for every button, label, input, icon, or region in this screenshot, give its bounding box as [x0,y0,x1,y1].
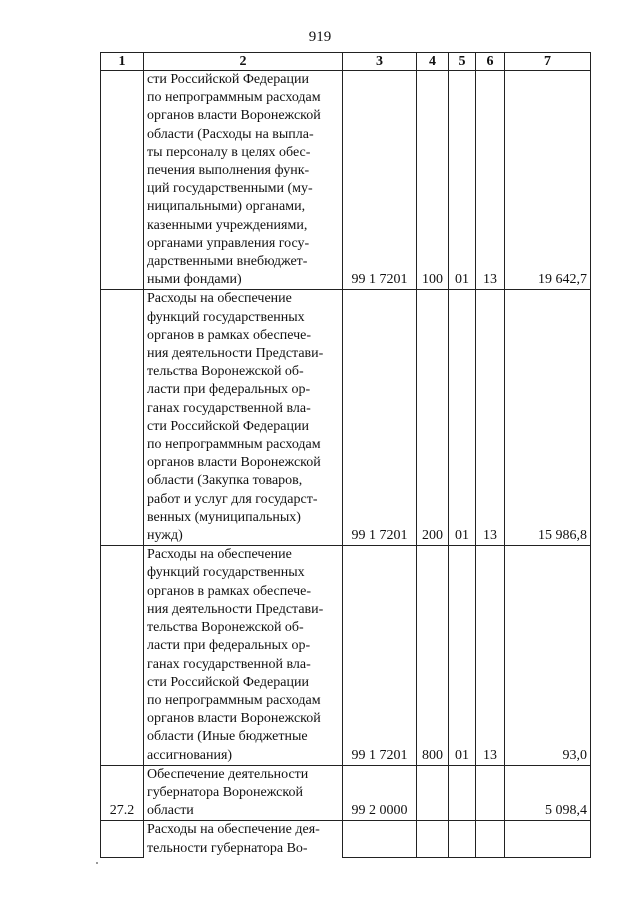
row-subsection [476,821,505,858]
row-description: Расходы на обеспечение функций государственных органов в рамках обеспече- ния деятельности Представи- тельства Воронежской об- ласти при федеральных ор- ганах государственной вла- сти Российской Федерации по непрограммным расходам органов власти Воронежской области (Закупка товаров, работ и услуг для государст- венных (муниципальных) нужд) [144,290,343,546]
row-section: 01 [449,290,476,546]
row-amount [505,821,591,858]
header-col-5: 5 [449,53,476,71]
row-section [449,765,476,821]
row-expense-type: 200 [417,290,449,546]
row-target-code: 99 1 7201 [343,290,417,546]
row-subsection: 13 [476,546,505,765]
row-target-code: 99 1 7201 [343,546,417,765]
table-row [101,546,591,765]
row-amount: 93,0 [505,546,591,765]
row-subsection [476,765,505,821]
row-target-code: 99 2 0000 [343,765,417,821]
row-expense-type [417,765,449,821]
table-row [101,290,591,546]
table-row [101,765,591,821]
page-number: 919 [308,29,332,45]
row-expense-type [417,821,449,858]
row-description: Обеспечение деятельности губернатора Воронежской области [144,765,343,821]
row-expense-type: 100 [417,71,449,290]
row-number [101,821,144,858]
row-description: Расходы на обеспечение дея- тельности губернатора Во- [144,821,343,858]
header-col-6: 6 [476,53,505,71]
row-section [449,821,476,858]
row-subsection: 13 [476,290,505,546]
row-section: 01 [449,71,476,290]
scan-speck [96,862,98,864]
budget-table [100,52,591,858]
row-amount: 5 098,4 [505,765,591,821]
row-target-code: 99 1 7201 [343,71,417,290]
row-number [101,546,144,765]
row-section: 01 [449,546,476,765]
row-target-code [343,821,417,858]
row-expense-type: 800 [417,546,449,765]
table-row [101,821,591,858]
table-row [101,71,591,290]
row-number [101,290,144,546]
row-description: сти Российской Федерации по непрограммным расходам органов власти Воронежской области (Расходы на выпла- ты персоналу в целях обес- печения выполнения функ- ций государственными (му- ниципальными) органами, казенными учреждениями, органами управления госу- дарственными внебюджет- ными фондами) [144,71,343,290]
row-number: 27.2 [101,765,144,821]
row-amount: 19 642,7 [505,71,591,290]
table-header-row [101,53,591,71]
header-col-7: 7 [505,53,591,71]
row-number [101,71,144,290]
header-col-2: 2 [144,53,343,71]
row-amount: 15 986,8 [505,290,591,546]
header-col-1: 1 [101,53,144,71]
header-col-4: 4 [417,53,449,71]
header-col-3: 3 [343,53,417,71]
row-description: Расходы на обеспечение функций государственных органов в рамках обеспече- ния деятельности Представи- тельства Воронежской об- ласти при федеральных ор- ганах государственной вла- сти Российской Федерации по непрограммным расходам органов власти Воронежской области (Иные бюджетные ассигнования) [144,546,343,765]
row-subsection: 13 [476,71,505,290]
